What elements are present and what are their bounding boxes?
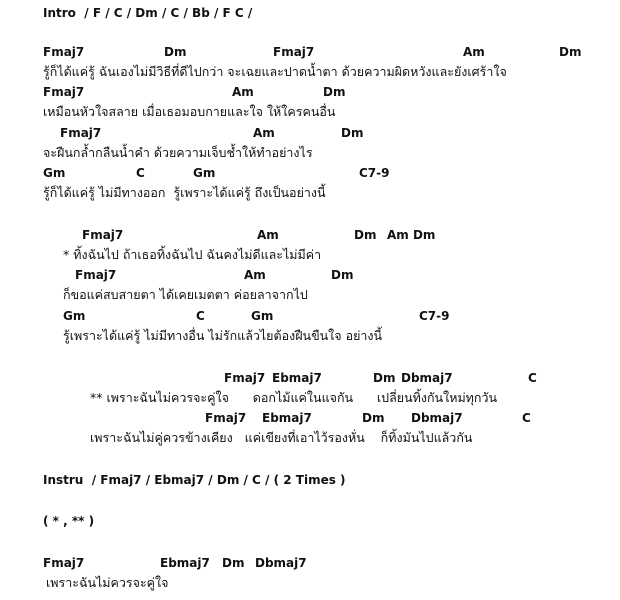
lyric-line: รู้เพราะได้แค่รู้ ไม่มีทางอื่น ไม่รักแล้วไยต้องฝืนขืนใจ อย่างนี้ [63, 328, 383, 343]
chord: C [522, 411, 531, 425]
chord: Ebmaj7 [272, 371, 322, 385]
chord: Dbmaj7 [401, 371, 453, 385]
chord: C7-9 [419, 309, 450, 323]
chord: Ebmaj7 [160, 556, 210, 570]
chord: Dm [373, 371, 396, 385]
chord: Gm [43, 166, 66, 180]
chord: Fmaj7 [273, 45, 315, 59]
intro-line: Intro / F / C / Dm / C / Bb / F C / [43, 6, 253, 20]
chord: Am [463, 45, 485, 59]
lyric-line: จะฝืนกล้ำกลืนน้ำคำ ด้วยความเจ็บช้ำให้ทำอย่างไร [43, 145, 313, 160]
chord: Fmaj7 [205, 411, 247, 425]
lyric-line: ** เพราะฉันไม่ควรจะคู่ใจ ดอกไม้แค่ในแจกัน เปลี่ยนทิ้งกันใหม่ทุกวัน [90, 390, 498, 405]
chord: Am Dm [387, 228, 436, 242]
chord: Dm [362, 411, 385, 425]
chord: Dm [164, 45, 187, 59]
chord: Dbmaj7 [255, 556, 307, 570]
chord: Am [232, 85, 254, 99]
chord: C [196, 309, 205, 323]
chord: Dm [559, 45, 582, 59]
lyric-line: เหมือนหัวใจสลาย เมื่อเธอมอบกายและใจ ให้ใครคนอื่น [43, 104, 336, 119]
chord: Fmaj7 [60, 126, 102, 140]
chord: C [136, 166, 145, 180]
chord: Am [244, 268, 266, 282]
chord: Gm [63, 309, 86, 323]
lyric-line: ก็ขอแค่สบสายตา ได้เคยเมตตา ค่อยลาจากไป [63, 287, 308, 302]
chord: Dm [354, 228, 377, 242]
repeat-line: ( * , ** ) [43, 514, 95, 528]
chord: Gm [193, 166, 216, 180]
lyric-line: * ทิ้งฉันไป ถ้าเธอทิ้งฉันไป ฉันคงไม่ดีและไม่มีค่า [63, 247, 322, 262]
chord: Dm [222, 556, 245, 570]
chord: Dm [341, 126, 364, 140]
chord: Fmaj7 [43, 556, 85, 570]
chord: Fmaj7 [75, 268, 117, 282]
chord: C7-9 [359, 166, 390, 180]
chord: Dm [323, 85, 346, 99]
chord: Fmaj7 [224, 371, 266, 385]
chord: Fmaj7 [43, 85, 85, 99]
lyric-line: เพราะฉันไม่คู่ควรข้างเคียง แค่เขียงที่เอาไว้รองหั่น ก็ทิ้งมันไปแล้วกัน [90, 430, 473, 445]
chord: Am [257, 228, 279, 242]
chord: Dm [331, 268, 354, 282]
lyric-line: รู้ก็ได้แค่รู้ ไม่มีทางออก รู้เพราะได้แค่รู้ ถึงเป็นอย่างนี้ [43, 185, 326, 200]
chord: Dbmaj7 [411, 411, 463, 425]
chord: Fmaj7 [82, 228, 124, 242]
chord: Fmaj7 [43, 45, 85, 59]
chord: Gm [251, 309, 274, 323]
chord: C [528, 371, 537, 385]
lyric-line: รู้ก็ได้แค่รู้ ฉันเองไม่มีวิธีที่ดีไปกว่า จะเฉยและปาดน้ำตา ด้วยความผิดหวังและยังเศร้าใจ [43, 64, 507, 79]
instru-line: Instru / Fmaj7 / Ebmaj7 / Dm / C / ( 2 Times ) [43, 473, 346, 487]
chord: Am [253, 126, 275, 140]
lyric-line: เพราะฉันไม่ควรจะคู่ใจ [46, 575, 169, 590]
chord: Ebmaj7 [262, 411, 312, 425]
